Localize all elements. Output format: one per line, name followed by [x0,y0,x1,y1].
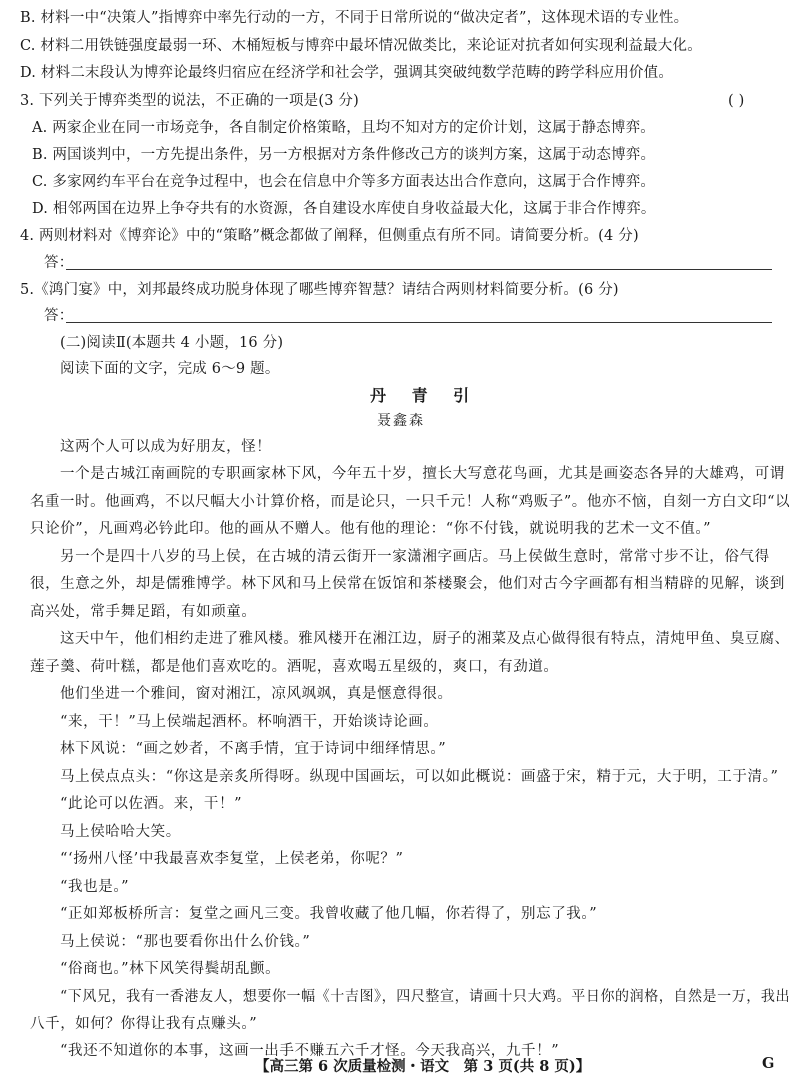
footer-mark: G [762,1055,775,1072]
story-line: 这天中午，他们相约走进了雅风楼。雅风楼开在湘江边，厨子的湘菜及点心做得很有特点，清炖甲鱼、臭豆腐、 [60,631,790,647]
question-3-option-b: B. 两国谈判中，一方先提出条件，另一方根据对方条件修改己方的谈判方案，这属于动态博弈。 [32,147,656,163]
section-heading: (二)阅读Ⅱ(本题共 4 小题，16 分) [60,335,284,351]
question-5-answer-label: 答： [44,308,74,324]
story-line: “正如郑板桥所言：复堂之画凡三变。我曾收藏了他几幅，你若得了，别忘了我。” [60,906,598,922]
question-3-answer-paren: ( ) [728,93,745,109]
story-line: 一个是古城江南画院的专职画家林下风，今年五十岁，擅长大写意花鸟画，尤其是画姿态各异的大雄鸡，可谓 [60,466,785,482]
story-line: 八千，如何？你得让我有点赚头。” [30,1016,258,1032]
story-line: 名重一时。他画鸡，不以尺幅大小计算价格，而是论只，一只千元！人称“鸡贩子”。他亦不恼，自刻一方白文印“以 [30,494,791,510]
story-line: 马上侯说：“那也要看你出什么价钱。” [60,934,311,950]
option-c: C. 材料二用铁链强度最弱一环、木桶短板与博弈中最坏情况做类比，来论证对抗者如何实现利益最大化。 [20,38,702,54]
question-4-answer-label: 答： [44,255,74,271]
question-3-option-c: C. 多家网约车平台在竞争过程中，也会在信息中介等多方面表达出合作意向，这属于合作博弈。 [32,174,656,190]
question-3-stem: 3. 下列关于博弈类型的说法，不正确的一项是(3 分) [20,93,359,109]
story-line: 他们坐进一个雅间，窗对湘江，凉风飒飒，真是惬意得很。 [60,686,453,702]
story-line: 马上侯哈哈大笑。 [60,824,181,840]
story-line: “下风兄，我有一香港友人，想要你一幅《十吉图》，四尺整宣，请画十只大鸡。平日你的润格，自然是一万，我出 [60,989,791,1005]
story-line: 莲子羹、荷叶糕，都是他们喜欢吃的。酒呢，喜欢喝五星级的，爽口，有劲道。 [30,659,559,675]
question-4-answer-line[interactable] [66,269,772,270]
question-3-option-d: D. 相邻两国在边界上争夺共有的水资源，各自建设水库使自身收益最大化，这属于非合作博弈。 [32,201,656,217]
story-line: 另一个是四十八岁的马上侯，在古城的清云街开一家潇湘字画店。马上侯做生意时，常常寸步不让，俗气得 [60,549,770,565]
question-5-stem: 5.《鸿门宴》中，刘邦最终成功脱身体现了哪些博弈智慧？请结合两则材料简要分析。(6 分) [20,282,619,298]
story-title: 丹 青 引 [370,386,480,405]
story-line: “‘扬州八怪’中我最喜欢李复堂，上侯老弟，你呢？” [60,851,404,867]
story-line: 林下风说：“画之妙者，不离手情，宜于诗词中细绎情思。” [60,741,447,757]
story-author: 聂鑫森 [377,413,425,429]
section-instruction: 阅读下面的文字，完成 6～9 题。 [60,361,280,377]
story-line: 马上侯点点头：“你这是亲炙所得呀。纵现中国画坛，可以如此概说：画盛于宋，精于元，大于明，工于清。” [60,769,779,785]
question-3-option-a: A. 两家企业在同一市场竞争，各自制定价格策略，且均不知对方的定价计划，这属于静态博弈。 [32,120,655,136]
page-footer: 【高三第 6 次质量检测・语文 第 3 页(共 8 页)】 [255,1058,591,1075]
story-line: “此论可以佐酒。来，干！” [60,796,243,812]
story-line: 只论价”，凡画鸡必钤此印。他的画从不赠人。他有他的理论：“你不付钱，就说明我的艺术一文不值。” [30,521,712,537]
question-4-stem: 4. 两则材料对《博弈论》中的“策略”概念都做了阐释，但侧重点有所不同。请简要分析。(4 分) [20,228,639,244]
story-line: 这两个人可以成为好朋友，怪！ [60,439,272,455]
question-5-answer-line[interactable] [66,322,772,323]
story-line: “来，干！”马上侯端起酒杯。杯响酒干，开始谈诗论画。 [60,714,439,730]
story-line: “我也是。” [60,879,130,895]
story-line: “我还不知道你的本事，这画一出手不赚五六千才怪。今天我高兴，九千！” [60,1043,560,1059]
option-d: D. 材料二末段认为博弈论最终归宿应在经济学和社会学，强调其突破纯数学范畴的跨学科应用价值。 [20,65,674,81]
story-line: “俗商也。”林下风笑得鬓胡乱颤。 [60,961,281,977]
story-line: 很，生意之外，却是儒雅博学。林下风和马上侯常在饭馆和茶楼聚会，他们对古今字画都有相当精辟的见解，谈到 [30,576,785,592]
option-b: B. 材料一中“决策人”指博弈中率先行动的一方，不同于日常所说的“做决定者”，这体现术语的专业性。 [20,10,689,26]
story-line: 高兴处，常手舞足蹈，有如顽童。 [30,604,257,620]
